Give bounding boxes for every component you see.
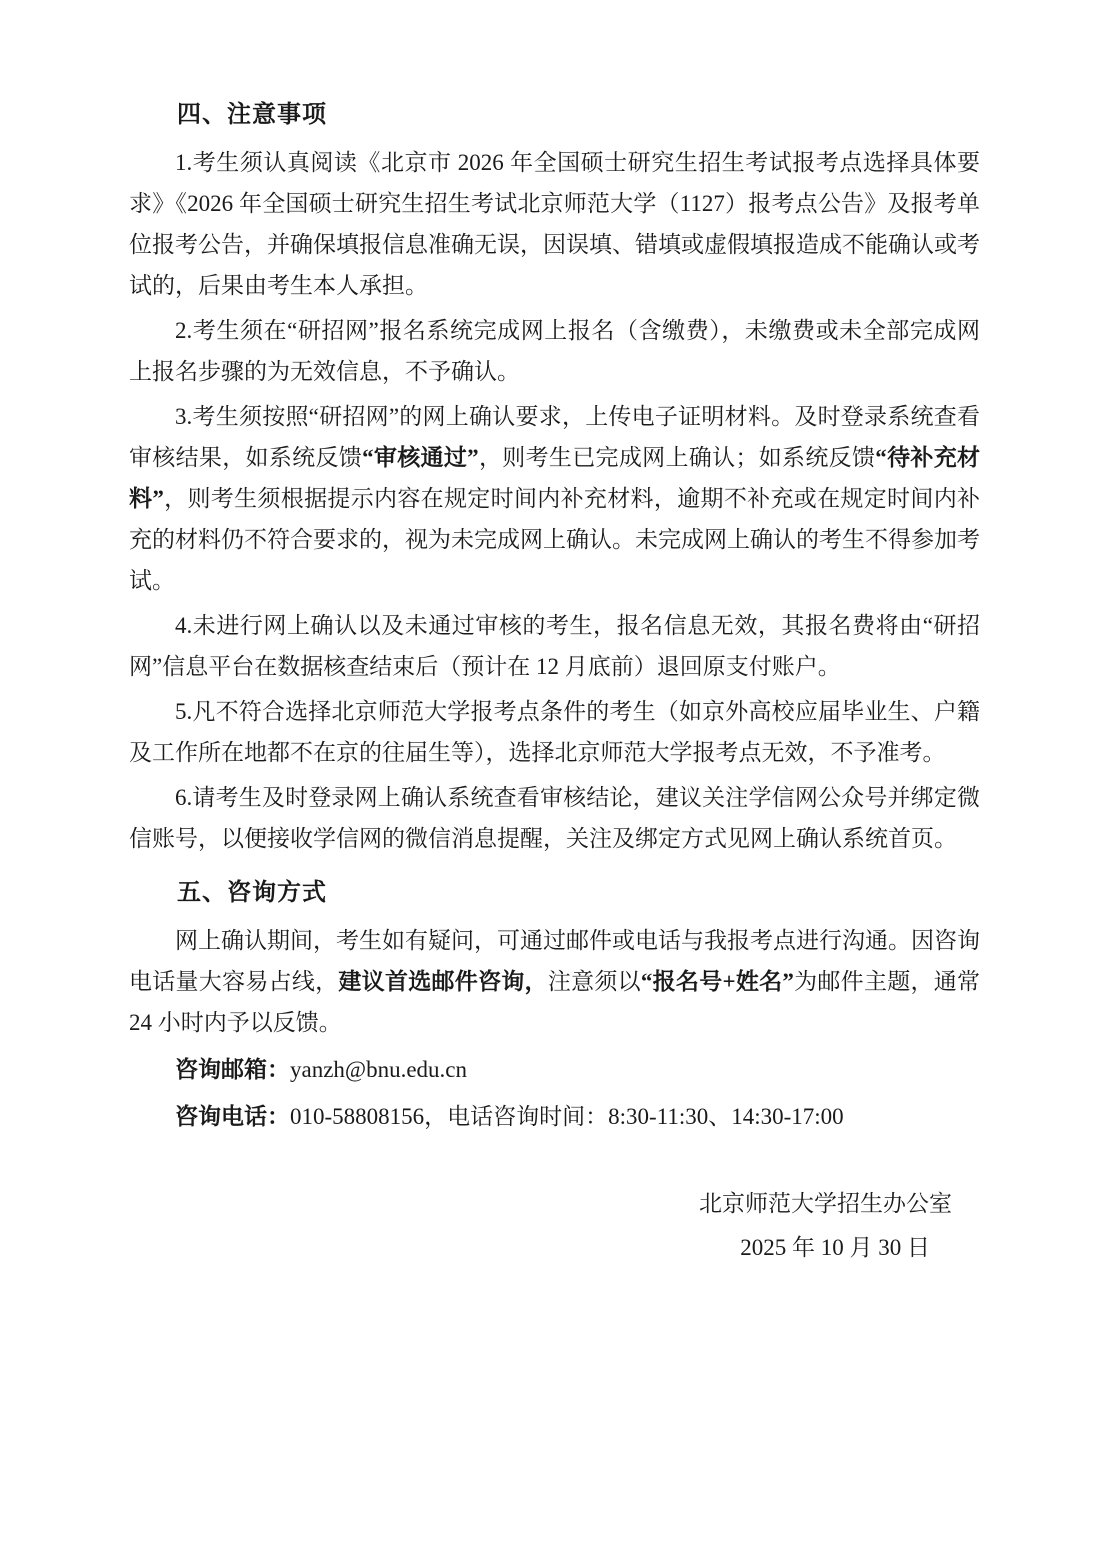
notice-item-6 [129, 777, 980, 859]
notice-item-3-seg-1-bold: “审核通过” [362, 445, 479, 470]
section-heading-notes-seg-0: 四、注意事项 [177, 102, 327, 128]
notice-item-3-seg-4: ，则考生须根据提示内容在规定时间内补充材料，逾期不补充或在规定时间内补充的材料仍不符合要求的，视为未完成网上确认。未完成网上确认的考生不得参加考试。 [129, 486, 981, 593]
notice-item-5-seg-0: 5.凡不符合选择北京师范大学报考点条件的考生（如京外高校应届毕业生、户籍及工作所在地都不在京的往届生等），选择北京师范大学报考点无效，不予准考。 [129, 699, 980, 765]
notice-item-3-seg-2: ，则考生已完成网上确认；如系统反馈 [478, 445, 876, 470]
section-heading-notes [129, 95, 980, 136]
notice-item-3-seg-0: 3.考生须按照“研招网”的网上确认要求，上传电子证明材料。及时登录系统查看审核结果，如系统反馈 [129, 404, 980, 470]
signature-office [129, 1183, 980, 1224]
notice-item-3-seg-3-bold: “待补充材料” [129, 445, 981, 511]
contact-email-line [129, 1049, 980, 1090]
notice-item-4 [129, 605, 980, 687]
document-content [129, 95, 980, 1268]
section-heading-consult-seg-0: 五、咨询方式 [177, 880, 327, 906]
notice-item-2 [129, 310, 980, 392]
notice-item-2-seg-0: 2.考生须在“研招网”报名系统完成网上报名（含缴费），未缴费或未全部完成网上报名步骤的为无效信息，不予确认。 [129, 318, 980, 384]
notice-item-1 [129, 142, 980, 306]
signature-date-seg-0: 2025 年 10 月 30 日 [740, 1235, 930, 1260]
signature-office-seg-0: 北京师范大学招生办公室 [699, 1191, 952, 1216]
consult-paragraph-seg-0: 网上确认期间，考生如有疑问，可通过邮件或电话与我报考点进行沟通。因咨询电话量大容易占线， [129, 928, 980, 994]
contact-email-line-seg-1: yanzh@bnu.edu.cn [290, 1057, 468, 1082]
notice-item-6-seg-0: 6.请考生及时登录网上确认系统查看审核结论，建议关注学信网公众号并绑定微信账号，以便接收学信网的微信消息提醒，关注及绑定方式见网上确认系统首页。 [129, 785, 980, 851]
consult-paragraph-seg-4: 为邮件主题，通常 24 小时内予以反馈。 [129, 969, 981, 1035]
notice-item-5 [129, 691, 980, 773]
notice-item-3 [129, 396, 980, 601]
contact-email-line-seg-0-bold: 咨询邮箱： [175, 1057, 290, 1082]
signature-date [129, 1227, 980, 1268]
notice-item-1-seg-0: 1.考生须认真阅读《北京市 2026 年全国硕士研究生招生考试报考点选择具体要求》《2026 年全国硕士研究生招生考试北京师范大学（1127）报考点公告》及报考单位报考公告，并确保填报信息准确无误，因误填、错填或虚假填报造成不能确认或考试的，后果由考生本人承担。 [129, 150, 980, 298]
contact-phone-line-seg-1: 010-58808156，电话咨询时间：8:30-11:30、14:30-17:00 [290, 1104, 844, 1129]
consult-paragraph-seg-2: 注意须以 [547, 969, 641, 994]
consult-paragraph-seg-3-bold: “报名号+姓名” [640, 969, 794, 994]
consult-paragraph-seg-1-bold: 建议首选邮件咨询， [338, 969, 548, 994]
contact-phone-line-seg-0-bold: 咨询电话： [175, 1104, 290, 1129]
contact-phone-line [129, 1096, 980, 1137]
section-heading-consult [129, 873, 980, 914]
notice-item-4-seg-0: 4.未进行网上确认以及未通过审核的考生，报名信息无效，其报名费将由“研招网”信息平台在数据核查结束后（预计在 12 月底前）退回原支付账户。 [129, 613, 980, 679]
consult-paragraph [129, 920, 980, 1043]
